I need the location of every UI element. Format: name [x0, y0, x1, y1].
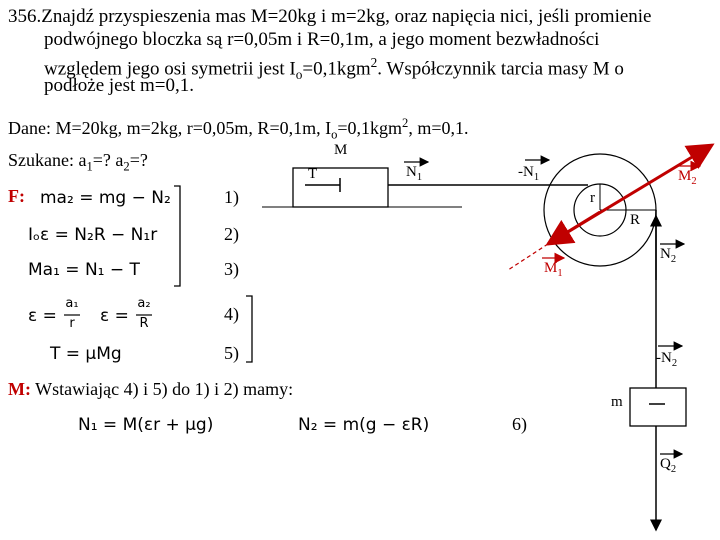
label-Q2: $Q_2$ [660, 456, 677, 475]
equation-2: Iₒε = N₂R − N₁r [28, 225, 158, 245]
equation-3: Ma₁ = N₁ − T [28, 260, 140, 280]
f-label: F: [8, 186, 25, 206]
equation-5: T = μMg [50, 344, 122, 364]
label-N2: $N_2$ [660, 246, 677, 265]
system-brace-1 [174, 186, 252, 362]
equation-6b: N₂ = m(g − εR) [298, 415, 430, 435]
equation-4b-lhs: ε = [100, 306, 129, 326]
equation-1-number: 1) [224, 187, 239, 207]
equation-2-number: 2) [224, 224, 239, 244]
label-minus-N2: $-N_2$ [656, 350, 678, 369]
problem-line-1: 356.Znajdź przyspieszenia mas M=20kg i m=2kg, oraz napięcia nici, jeśli promienie [8, 6, 652, 27]
label-m: m [611, 394, 623, 410]
equation-6a: N₁ = M(εr + μg) [78, 415, 214, 435]
equation-4a-lhs: ε = [28, 306, 57, 326]
equation-4b-numerator: a₂ [137, 296, 151, 311]
problem-line-3: względem jego osi symetrii jest $I_o=0,1kgm^2$. Współczynnik tarcia masy M o [44, 55, 624, 83]
label-M: M [334, 142, 348, 158]
moment-M1-arrow [548, 212, 600, 244]
moment-M1-dashed [508, 244, 548, 270]
m-line: M: Wstawiając 4) i 5) do 1) i 2) mamy: [8, 379, 294, 399]
equation-3-number: 3) [224, 259, 239, 279]
problem-line-4: podłoże jest m=0,1. [44, 75, 195, 96]
problem-line-2: podwójnego bloczka są r=0,05m i R=0,1m, a jego moment bezwładności [44, 29, 600, 50]
given-line: Dane: M=20kg, m=2kg, r=0,05m, R=0,1m, $I_o=0,1kgm^2$, m=0,1. [8, 116, 469, 142]
label-T: T [308, 166, 318, 182]
equation-4a-numerator: a₁ [65, 296, 79, 311]
equation-4-number: 4) [224, 304, 239, 324]
label-N1: $N_1$ [406, 164, 423, 183]
equation-4b-denominator: R [139, 316, 149, 331]
block-m [630, 388, 686, 426]
label-M2: $M_2$ [678, 168, 697, 187]
label-minus-N1: $-N_1$ [518, 164, 540, 183]
equation-5-number: 5) [224, 343, 239, 363]
equation-6-number: 6) [512, 414, 527, 434]
equation-4a-denominator: r [69, 316, 75, 331]
wanted-line: Szukane: $a_1=$? $a_2=$? [8, 150, 148, 174]
label-R: R [630, 212, 641, 228]
label-M1: $M_1$ [544, 260, 563, 279]
equation-1: ma₂ = mg − N₂ [40, 188, 171, 208]
label-r: r [590, 190, 595, 206]
